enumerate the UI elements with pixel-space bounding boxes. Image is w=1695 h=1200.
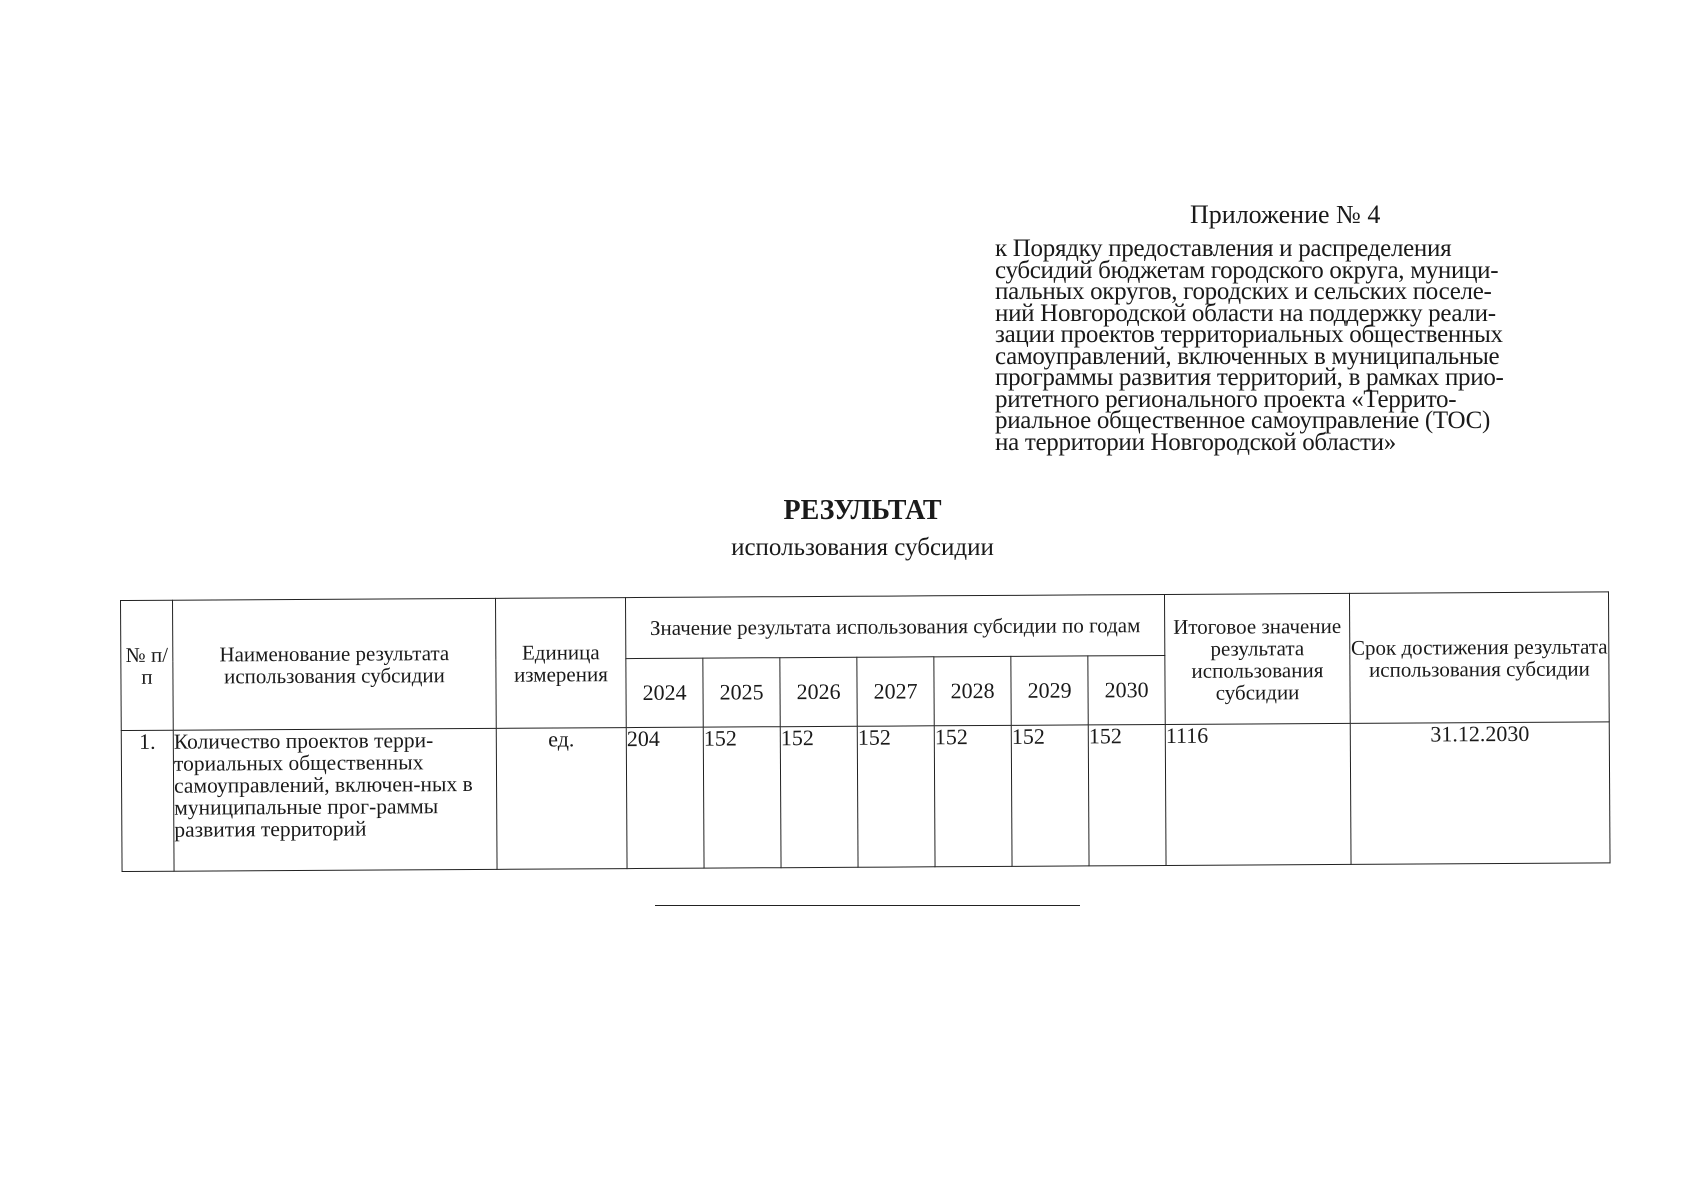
appendix-line: на территории Новгородской области» bbox=[995, 428, 1396, 456]
header-number: № п/п bbox=[121, 600, 174, 730]
header-year: 2028 bbox=[934, 656, 1011, 725]
document-subtitle: использования субсидии bbox=[731, 534, 994, 561]
header-unit: Единица измерения bbox=[495, 598, 626, 729]
appendix-title: Приложение № 4 bbox=[1190, 200, 1381, 229]
header-year: 2029 bbox=[1011, 656, 1088, 725]
row-number: 1. bbox=[121, 730, 174, 871]
table-row bbox=[121, 722, 1610, 872]
row-name: Количество проектов терри-ториальных общественных самоуправлений, включен-ных в муниципальные прог-раммы развития территорий bbox=[173, 728, 497, 871]
appendix-line: к Порядку предоставления и распределения bbox=[995, 235, 1452, 262]
appendix-description bbox=[995, 235, 1595, 456]
header-year: 2024 bbox=[626, 658, 703, 727]
header-total: Итоговое значение результата использования субсидии bbox=[1164, 593, 1350, 724]
row-value-2024: 204 bbox=[626, 727, 704, 868]
row-value-2030: 152 bbox=[1088, 724, 1166, 865]
row-value-2026: 152 bbox=[780, 726, 858, 867]
appendix-line: риальное общественное самоуправление (ТОС) bbox=[995, 407, 1490, 434]
row-value-2029: 152 bbox=[1011, 725, 1089, 866]
appendix-line: самоуправлений, включенных в муниципальные bbox=[995, 342, 1500, 370]
header-year: 2026 bbox=[780, 657, 857, 726]
header-year: 2027 bbox=[857, 657, 934, 726]
appendix-line: зации проектов территориальных общественных bbox=[995, 321, 1503, 348]
appendix-line: программы развития территорий, в рамках прио- bbox=[995, 364, 1504, 391]
header-year: 2025 bbox=[703, 658, 780, 727]
header-year: 2030 bbox=[1088, 655, 1165, 724]
header-name: Наименование результата использования субсидии bbox=[173, 598, 497, 730]
header-values-by-year: Значение результата использования субсидии по годам bbox=[625, 594, 1164, 658]
document-title: РЕЗУЛЬТАТ bbox=[783, 495, 942, 526]
row-unit: ед. bbox=[496, 728, 627, 870]
result-table bbox=[120, 591, 1611, 872]
row-deadline: 31.12.2030 bbox=[1350, 722, 1610, 864]
appendix-line: ний Новгородской области на поддержку реали- bbox=[995, 299, 1496, 327]
appendix-line: ритетного регионального проекта «Террито- bbox=[995, 385, 1457, 413]
separator-line bbox=[655, 905, 1080, 906]
appendix-line: пальных округов, городских и сельских поселе- bbox=[995, 278, 1492, 305]
row-value-2028: 152 bbox=[934, 725, 1012, 866]
appendix-line: субсидий бюджетам городского округа, муници- bbox=[995, 256, 1499, 284]
row-value-2025: 152 bbox=[703, 727, 781, 868]
row-value-2027: 152 bbox=[857, 726, 935, 867]
row-total: 1116 bbox=[1165, 723, 1351, 865]
header-deadline: Срок достижения результата использования субсидии bbox=[1349, 592, 1609, 723]
